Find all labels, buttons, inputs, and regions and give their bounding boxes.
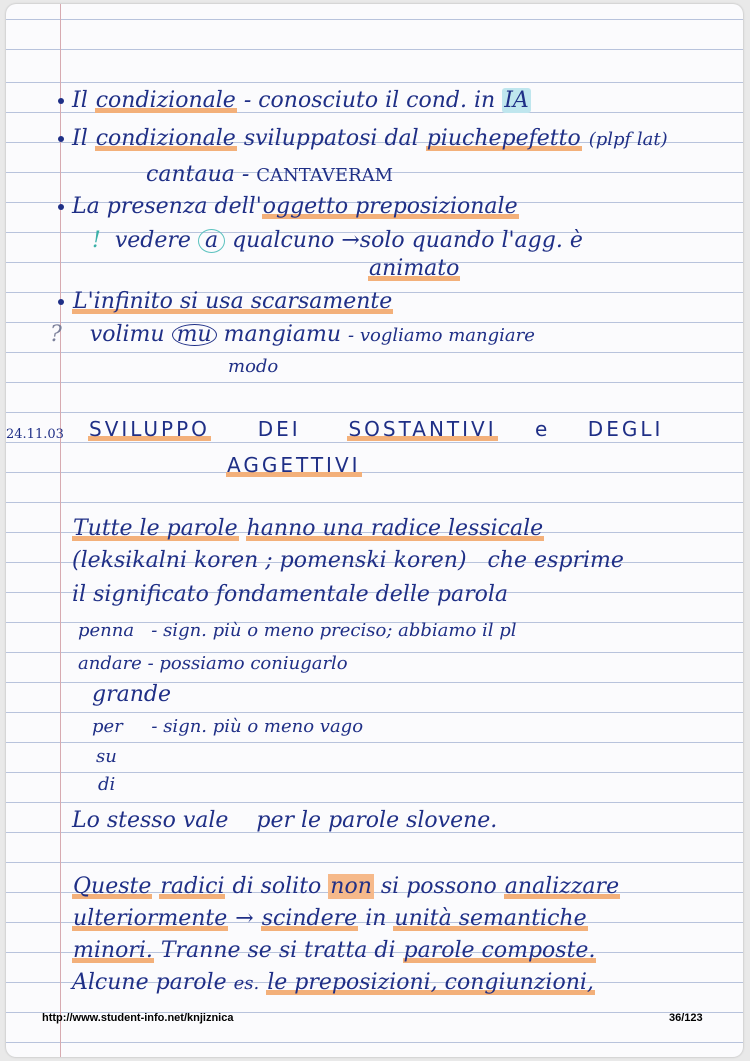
text: Alcune parole xyxy=(72,970,227,995)
text: - sign. più o meno preciso; abbiamo il pl xyxy=(151,620,517,641)
text: Il xyxy=(72,126,88,151)
highlighted-term: piuchepefetto xyxy=(426,126,581,151)
page-number: 36/123 xyxy=(669,1012,703,1024)
paragraph-line-11 xyxy=(72,874,620,900)
paragraph-line-2 xyxy=(72,548,624,574)
highlighted-term: scindere xyxy=(261,906,358,931)
text: modo xyxy=(228,356,279,377)
text: CANTAVERAM xyxy=(256,165,394,186)
paragraph-line-7 xyxy=(92,714,363,740)
highlighted-term: L'infinito si usa scarsamente xyxy=(73,289,393,314)
text: il significato fondamentale delle parola xyxy=(72,582,508,607)
date-label xyxy=(6,422,64,448)
text: su xyxy=(96,746,117,767)
heading-word: SVILUPPO xyxy=(89,417,210,441)
text: - conosciuto il cond. in xyxy=(243,88,496,113)
note-line-1 xyxy=(58,88,531,114)
text: si possono xyxy=(380,874,497,899)
notebook-page xyxy=(6,4,743,1057)
paragraph-line-12 xyxy=(72,906,588,932)
margin-line xyxy=(60,4,61,1057)
highlighted-term: analizzare xyxy=(504,874,620,899)
paragraph-line-6 xyxy=(92,682,171,708)
paragraph-line-14 xyxy=(72,970,595,997)
heading-word: e xyxy=(535,417,551,441)
paragraph-line-9 xyxy=(98,772,115,798)
highlighted-term: unità semantiche xyxy=(394,906,587,931)
bullet xyxy=(58,98,64,104)
text: (plpf lat) xyxy=(588,129,668,150)
text: (leksikalni koren ; pomenski koren) xyxy=(72,548,467,573)
paragraph-line-5 xyxy=(78,651,348,677)
highlighted-term: hanno una radice lessicale xyxy=(246,516,544,541)
text: Il xyxy=(72,88,88,113)
paragraph-line-13 xyxy=(72,938,596,964)
note-line-8 xyxy=(50,322,535,349)
heading-word: DEI xyxy=(257,417,301,441)
text: grande xyxy=(92,682,171,707)
text: di solito xyxy=(232,874,322,899)
note-line-7 xyxy=(58,289,393,315)
bullet xyxy=(58,299,64,305)
highlighted-term: minori. xyxy=(73,938,153,963)
paragraph-line-1 xyxy=(72,516,544,542)
paragraph-line-4 xyxy=(78,618,517,644)
arrow: → xyxy=(235,906,254,931)
text: in xyxy=(365,906,387,931)
circled-term: mu xyxy=(172,324,217,346)
footer-url[interactable]: http://www.student-info.net/knjiznica xyxy=(42,1012,234,1024)
paragraph-line-10 xyxy=(72,808,497,834)
text: volimu xyxy=(89,322,165,347)
bullet xyxy=(58,136,64,142)
highlighted-term: ulteriormente xyxy=(73,906,228,931)
paragraph-line-8 xyxy=(96,744,117,770)
text: di xyxy=(98,774,116,795)
highlighted-term: radici xyxy=(160,874,225,899)
bullet xyxy=(58,204,64,210)
text: - possiamo coniugarlo xyxy=(147,653,348,674)
note-line-3 xyxy=(146,162,393,189)
note-line-5 xyxy=(92,228,583,254)
highlighted-term: animato xyxy=(369,256,460,281)
text: vedere xyxy=(114,228,191,253)
highlighted-term: condizionale xyxy=(95,126,236,151)
text: qualcuno →solo quando l'agg. è xyxy=(232,228,583,253)
highlighted-term: oggetto preposizionale xyxy=(262,194,518,219)
text: Lo stesso vale xyxy=(72,808,229,833)
question-mark: ? xyxy=(50,322,62,347)
circled-term: a xyxy=(198,229,225,253)
highlighted-term: Tutte le parole xyxy=(73,516,238,541)
text: 24.11.03 xyxy=(6,427,64,442)
highlighted-term: condizionale xyxy=(95,88,236,113)
section-heading-cont xyxy=(226,452,362,478)
text: es. xyxy=(233,973,260,994)
heading-word: DEGLI xyxy=(587,417,664,441)
exclamation-mark: ! xyxy=(92,228,101,253)
highlighted-term: Queste xyxy=(73,874,152,899)
highlighted-term: le preposizioni, congiunzioni, xyxy=(267,970,594,995)
text: penna xyxy=(78,620,135,641)
text: Tranne se si tratta di xyxy=(160,938,396,963)
text: La presenza dell' xyxy=(72,194,262,219)
paragraph-line-3 xyxy=(72,582,508,608)
note-line-6 xyxy=(368,256,460,282)
text: che esprime xyxy=(487,548,624,573)
note-line-4 xyxy=(58,194,519,220)
highlighted-term: non xyxy=(330,874,372,899)
note-line-9 xyxy=(228,354,278,380)
highlighted-term: parole composte. xyxy=(403,938,596,963)
text: andare xyxy=(78,653,142,674)
text: - vogliamo mangiare xyxy=(348,325,535,346)
text: sviluppatosi dal xyxy=(243,126,419,151)
text: - sign. più o meno vago xyxy=(151,716,364,737)
text: per le parole slovene. xyxy=(256,808,498,833)
heading-word: SOSTANTIVI xyxy=(348,417,497,441)
text: cantaua - xyxy=(146,162,250,187)
heading-word: AGGETTIVI xyxy=(227,453,361,477)
highlighted-term: IA xyxy=(504,88,529,113)
section-heading xyxy=(88,416,663,442)
text: mangiamu xyxy=(223,322,342,347)
note-line-2 xyxy=(58,126,668,153)
text: per xyxy=(92,716,123,737)
